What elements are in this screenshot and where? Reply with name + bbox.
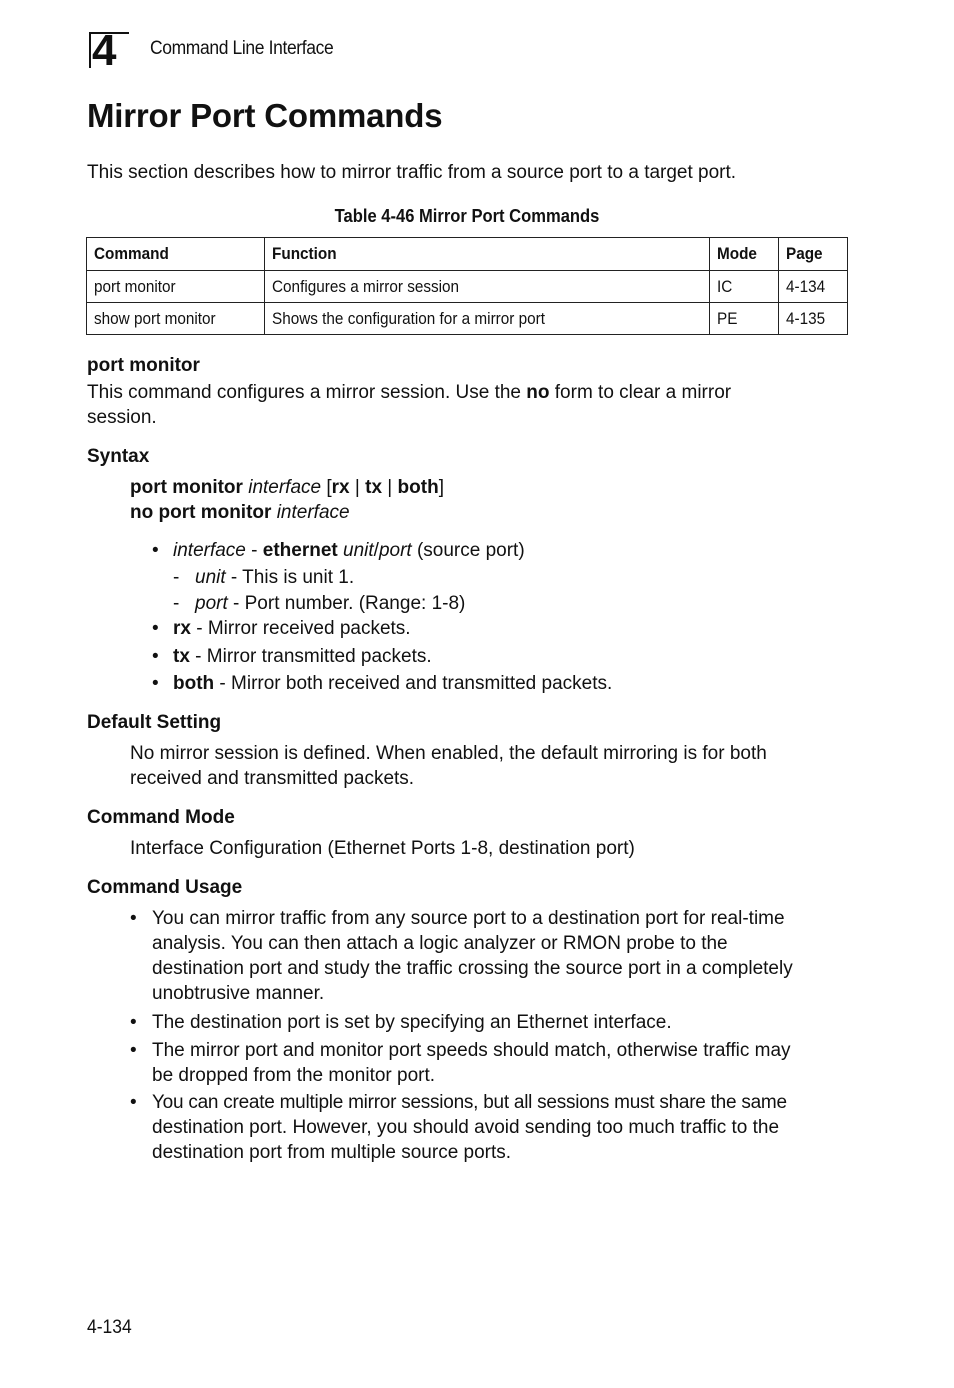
- bullet-glyph: •: [152, 646, 159, 667]
- syntax-line-2: no port monitor interface: [130, 502, 350, 523]
- syntax-line-1: port monitor interface [rx | tx | both]: [130, 477, 444, 498]
- page-number: 4-134: [87, 1317, 132, 1338]
- table-caption: Table 4-46 Mirror Port Commands: [334, 206, 600, 226]
- param-tx: tx - Mirror transmitted packets.: [173, 646, 432, 667]
- chapter-tab-vline: [89, 32, 91, 68]
- bullet-glyph: •: [130, 908, 137, 929]
- table-cell: port monitor: [87, 271, 265, 303]
- dash-glyph: -: [173, 593, 180, 614]
- param-unit: unit - This is unit 1.: [195, 567, 355, 588]
- table-cell: Configures a mirror session: [264, 271, 709, 303]
- default-setting-line-1: No mirror session is defined. When enabled, the default mirroring is for both: [130, 743, 767, 764]
- usage-item: You can mirror traffic from any source port to a destination port for real-time analysis. You can then attach a logic analyzer or RMON probe to the destination port and study the traffic crossing the source port in a completely unobtrusive manner.: [152, 908, 793, 1004]
- table-cell: show port monitor: [87, 303, 265, 335]
- table-header-cell: Function: [264, 238, 709, 271]
- table-cell: Shows the configuration for a mirror port: [264, 303, 709, 335]
- bullet-glyph: •: [130, 1012, 137, 1033]
- section-intro: This section describes how to mirror traffic from a source port to a target port.: [87, 162, 737, 183]
- command-mode-heading: Command Mode: [87, 807, 235, 828]
- command-usage-heading: Command Usage: [87, 877, 243, 898]
- running-title: Command Line Interface: [150, 38, 334, 59]
- command-description-line2: session.: [87, 407, 157, 428]
- default-setting-heading: Default Setting: [87, 712, 222, 733]
- command-heading: port monitor: [87, 355, 200, 376]
- table-cell: 4-134: [779, 271, 848, 303]
- table-header-cell: Command: [87, 238, 265, 271]
- param-rx: rx - Mirror received packets.: [173, 618, 411, 639]
- param-both: both - Mirror both received and transmitted packets.: [173, 673, 613, 694]
- usage-item: The mirror port and monitor port speeds should match, otherwise traffic may be dropped from the monitor port.: [152, 1040, 791, 1086]
- chapter-tab: [89, 26, 129, 75]
- table-header-cell: Page: [779, 238, 848, 271]
- table-row: [87, 271, 848, 303]
- table-cell: IC: [710, 271, 779, 303]
- table-cell: PE: [710, 303, 779, 335]
- bullet-glyph: •: [130, 1040, 137, 1061]
- command-mode-text: Interface Configuration (Ethernet Ports 1-8, destination port): [130, 838, 635, 859]
- table-header-row: [87, 238, 848, 271]
- bullet-glyph: •: [130, 1092, 137, 1113]
- chapter-number: 4: [92, 26, 117, 75]
- bullet-glyph: •: [152, 673, 159, 694]
- dash-glyph: -: [173, 567, 180, 588]
- table-cell: 4-135: [779, 303, 848, 335]
- syntax-heading: Syntax: [87, 446, 150, 467]
- default-setting-line-2: received and transmitted packets.: [130, 768, 415, 789]
- page-title: Mirror Port Commands: [87, 97, 443, 134]
- bullet-glyph: •: [152, 540, 159, 561]
- usage-item: The destination port is set by specifying an Ethernet interface.: [152, 1012, 672, 1033]
- bullet-glyph: •: [152, 618, 159, 639]
- usage-item: You can create multiple mirror sessions, but all sessions must share the same destination port. However, you should avoid sending too much traffic to the destination port from multiple source ports.: [152, 1092, 787, 1163]
- table-row: [87, 303, 848, 335]
- param-port: port - Port number. (Range: 1-8): [195, 593, 466, 614]
- command-description: This command configures a mirror session. Use the no form to clear a mirror: [87, 382, 732, 403]
- table-header-cell: Mode: [710, 238, 779, 271]
- mirror-commands-table: [86, 237, 848, 335]
- param-interface: interface - ethernet unit/port (source port): [173, 540, 525, 561]
